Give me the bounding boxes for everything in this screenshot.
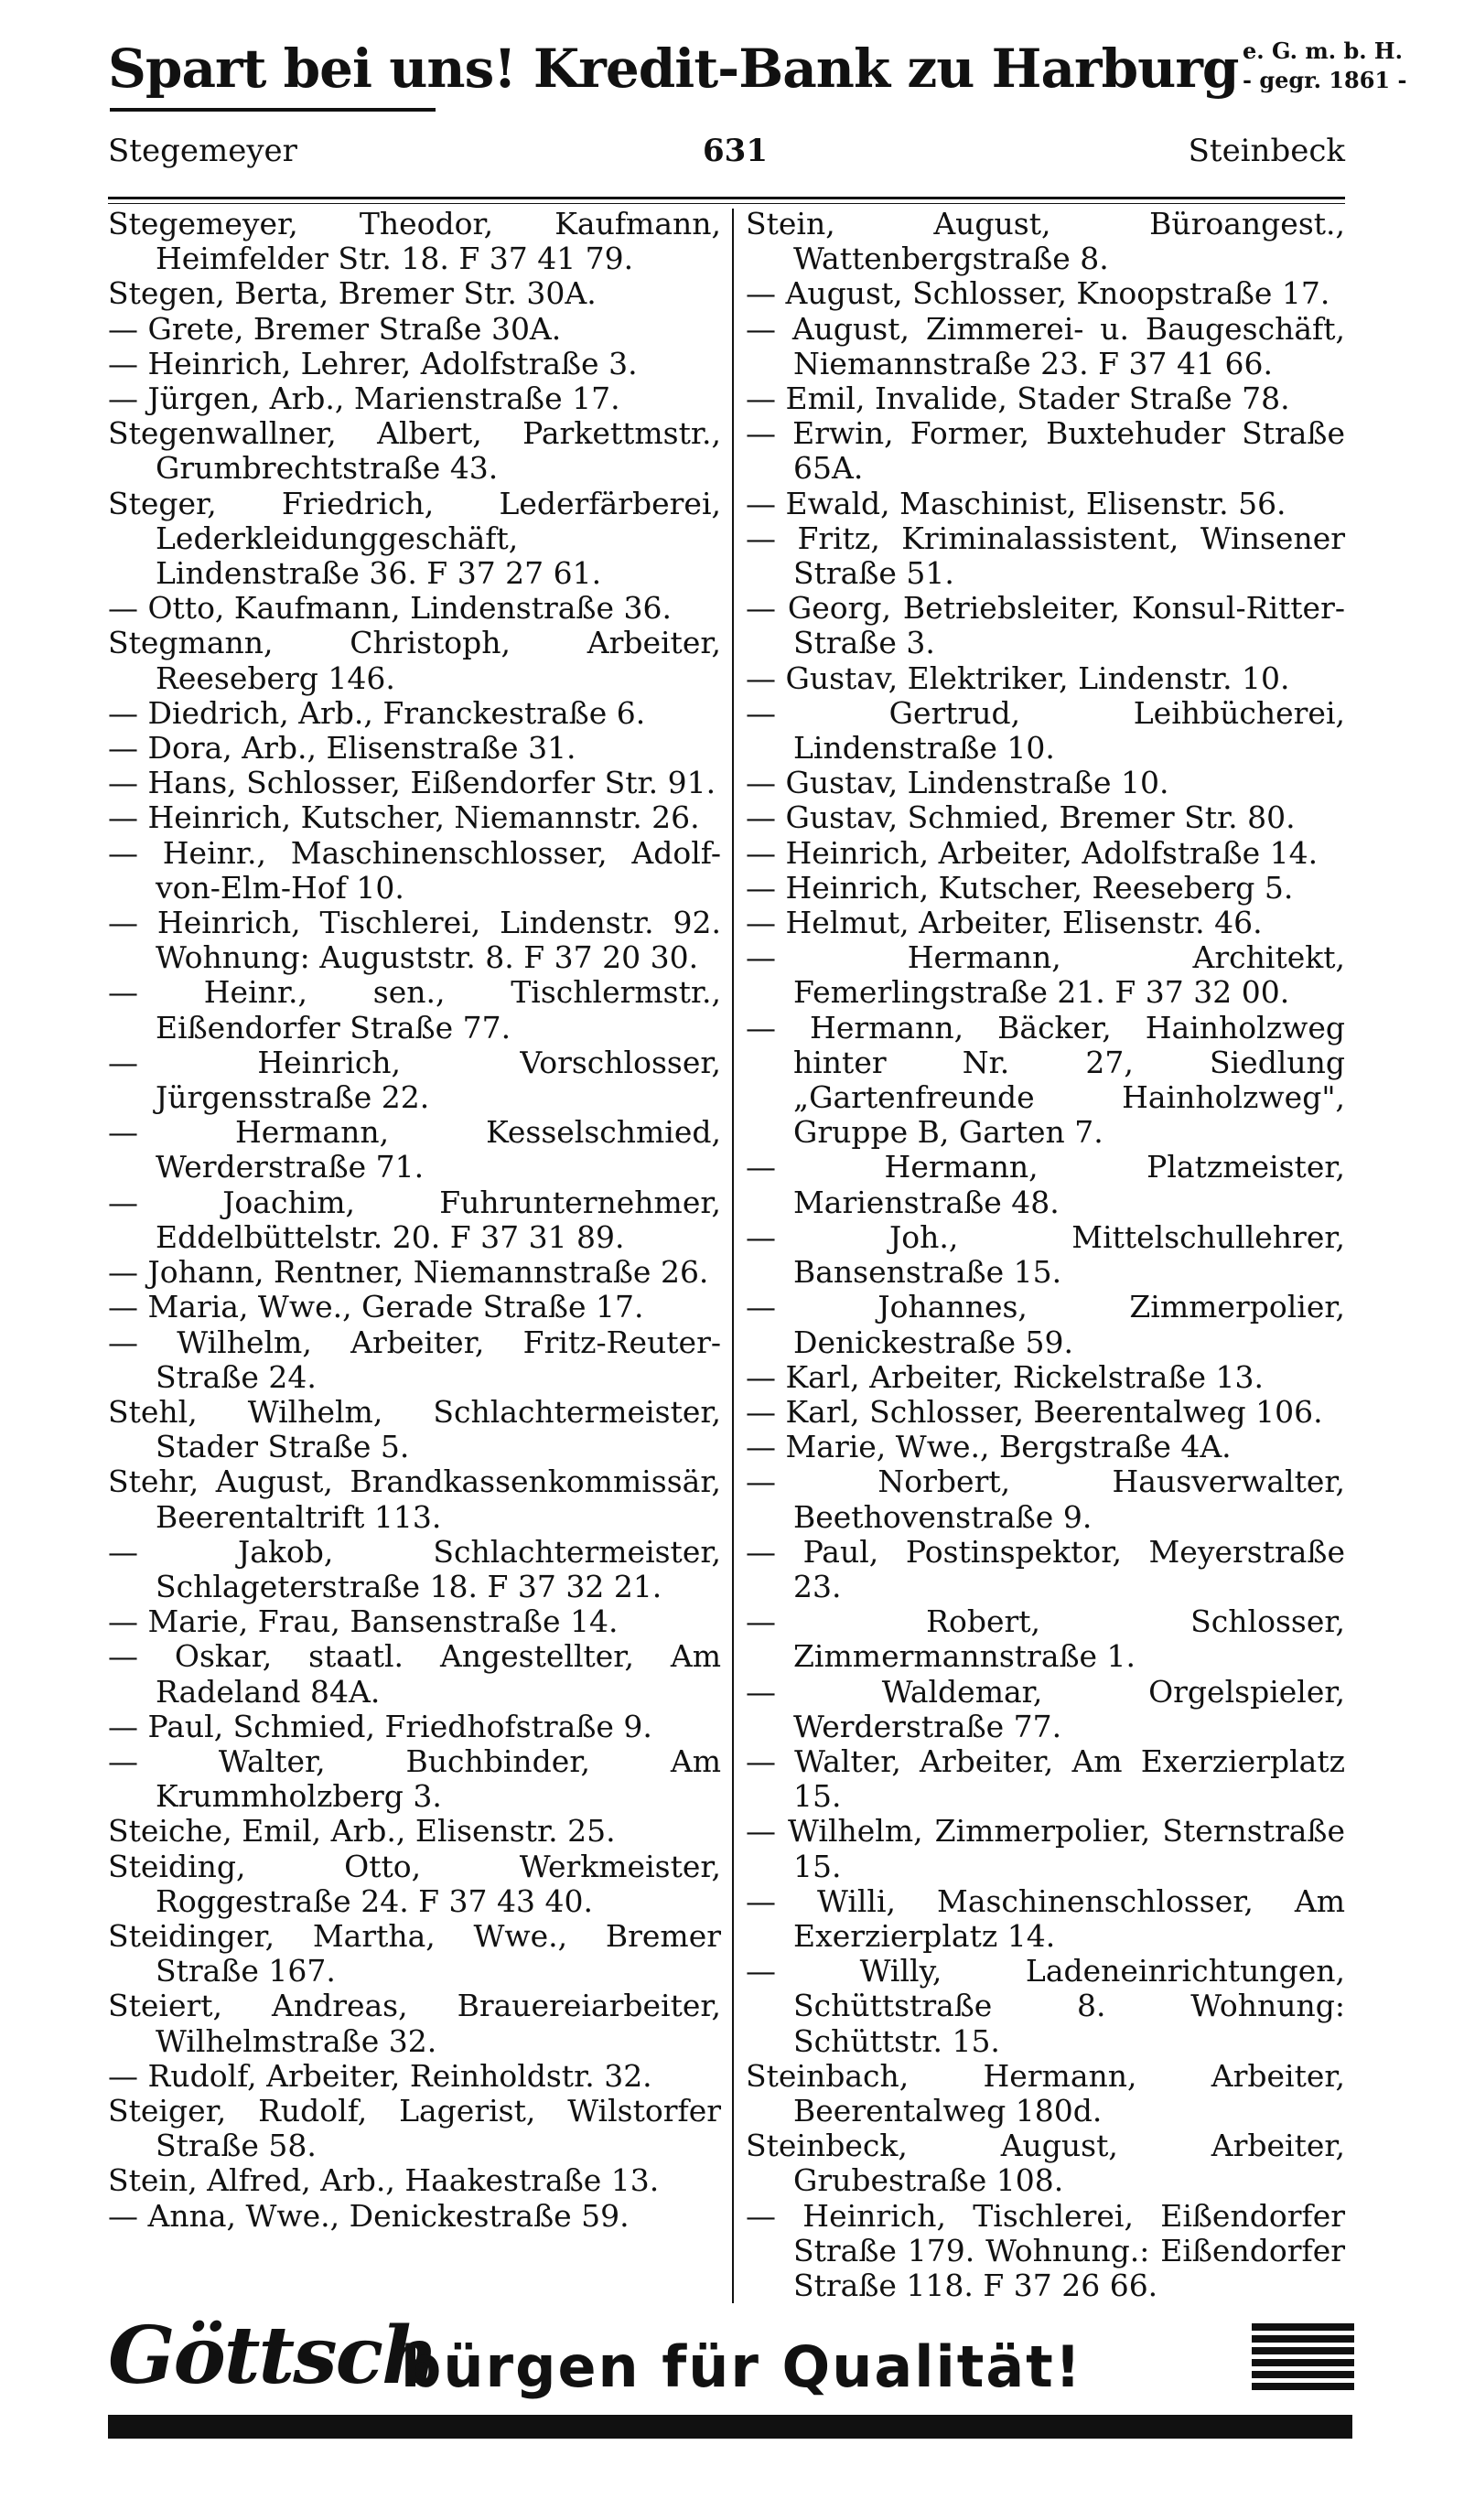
- directory-entry: — Johannes, Zimmerpolier, Denickestraße 59.: [746, 1289, 1345, 1360]
- directory-entry: Steger, Friedrich, Lederfärberei, Lederkleidunggeschäft, Lindenstraße 36. F 37 27 61.: [108, 485, 721, 592]
- directory-entry: — Heinrich, Arbeiter, Adolfstraße 14.: [746, 834, 1319, 871]
- ad-stripes-decoration: [1252, 2323, 1354, 2397]
- directory-entry: — Hermann, Platzmeister, Marienstraße 48.: [746, 1149, 1345, 1220]
- header-rule: [108, 197, 1345, 199]
- directory-entry: — Erwin, Former, Buxtehuder Straße 65A.: [746, 415, 1345, 487]
- top-advertisement: [108, 27, 1407, 114]
- directory-entry: — Hermann, Kesselschmied, Werderstraße 71.: [108, 1114, 721, 1185]
- directory-entry: — Heinrich, Kutscher, Reeseberg 5.: [746, 869, 1294, 906]
- directory-entry: — Hans, Schlosser, Eißendorfer Str. 91.: [108, 765, 716, 801]
- right-column: [746, 207, 1345, 2303]
- directory-entry: Stein, Alfred, Arb., Haakestraße 13.: [108, 2162, 660, 2199]
- directory-entry: — Paul, Schmied, Friedhofstraße 9.: [108, 1708, 652, 1744]
- page-number: 631: [703, 133, 768, 169]
- directory-entry: Steiger, Rudolf, Lagerist, Wilstorfer Straße 58.: [108, 2092, 721, 2164]
- directory-entry: Steiding, Otto, Werkmeister, Roggestraße 24. F 37 43 40.: [108, 1848, 721, 1919]
- directory-entry: Stegmann, Christoph, Arbeiter, Reeseberg 146.: [108, 625, 721, 696]
- directory-entry: — Walter, Buchbinder, Am Krummholzberg 3.: [108, 1743, 721, 1815]
- directory-entry: — Anna, Wwe., Denickestraße 59.: [108, 2197, 630, 2234]
- directory-entry: — Hermann, Bäcker, Hainholzweg hinter Nr. 27, Siedlung „Gartenfreunde Hainholzweg", Gruppe B, Garten 7.: [746, 1009, 1345, 1151]
- ad-tagline: bürgen für Qualität!: [401, 2333, 1083, 2400]
- directory-entry: Steinbeck, August, Arbeiter, Grubestraße 108.: [746, 2128, 1345, 2199]
- left-column: [108, 207, 721, 2234]
- running-header: [108, 133, 1345, 178]
- ad-brand-logo: Göttsch: [108, 2310, 437, 2402]
- directory-entry: — August, Schlosser, Knoopstraße 17.: [746, 275, 1330, 312]
- directory-entry: — August, Zimmerei- u. Baugeschäft, Niemannstraße 23. F 37 41 66.: [746, 310, 1345, 381]
- directory-entry: — Gustav, Schmied, Bremer Str. 80.: [746, 799, 1296, 836]
- directory-entry: — Jakob, Schlachtermeister, Schlageterstraße 18. F 37 32 21.: [108, 1533, 721, 1604]
- directory-entry: — Marie, Wwe., Bergstraße 4A.: [746, 1429, 1232, 1465]
- directory-entry: — Georg, Betriebsleiter, Konsul-Ritter-Straße 3.: [746, 590, 1345, 661]
- directory-entry: — Heinrich, Kutscher, Niemannstr. 26.: [108, 799, 700, 836]
- directory-entry: — Dora, Arb., Elisenstraße 31.: [108, 730, 576, 767]
- directory-entry: — Jürgen, Arb., Marienstraße 17.: [108, 381, 620, 417]
- ad-legal-form: [1243, 37, 1406, 95]
- directory-entry: — Oskar, staatl. Angestellter, Am Radeland 84A.: [108, 1638, 721, 1710]
- directory-entry: — Wilhelm, Arbeiter, Fritz-Reuter-Straße 24.: [108, 1324, 721, 1395]
- ad-slogan: Spart bei uns! Kredit-Bank zu Harburg: [108, 38, 1239, 100]
- directory-entry: Steiert, Andreas, Brauereiarbeiter, Wilhelmstraße 32.: [108, 1988, 721, 2059]
- directory-entry: — Helmut, Arbeiter, Elisenstr. 46.: [746, 905, 1263, 941]
- directory-entry: — Otto, Kaufmann, Lindenstraße 36.: [108, 590, 672, 627]
- directory-entry: Stegemeyer, Theodor, Kaufmann, Heimfelder Str. 18. F 37 41 79.: [108, 206, 721, 277]
- directory-entry: Steinbach, Hermann, Arbeiter, Beerentalweg 180d.: [746, 2057, 1345, 2129]
- directory-entry: — Marie, Frau, Bansenstraße 14.: [108, 1603, 619, 1640]
- ad-bottom-bar: [108, 2415, 1352, 2439]
- directory-entry: — Robert, Schlosser, Zimmermannstraße 1.: [746, 1603, 1345, 1675]
- directory-entry: — Gustav, Elektriker, Lindenstr. 10.: [746, 659, 1290, 696]
- header-last-entry: Steinbeck: [1188, 133, 1345, 169]
- directory-entry: Stegen, Berta, Bremer Str. 30A.: [108, 275, 597, 312]
- directory-entry: Steidinger, Martha, Wwe., Bremer Straße 167.: [108, 1917, 721, 1989]
- column-divider: [732, 209, 734, 2303]
- header-rule-thin: [108, 203, 1345, 204]
- ad-legal-line-1: e. G. m. b. H.: [1243, 38, 1403, 64]
- directory-entry: Steiche, Emil, Arb., Elisenstr. 25.: [108, 1813, 616, 1850]
- directory-entry: — Heinr., sen., Tischlermstr., Eißendorfer Straße 77.: [108, 974, 721, 1046]
- directory-entry: — Heinr., Maschinenschlosser, Adolf-von-Elm-Hof 10.: [108, 834, 721, 906]
- directory-entry: — Diedrich, Arb., Franckestraße 6.: [108, 694, 646, 731]
- ad-underline: [110, 108, 436, 112]
- directory-entry: — Heinrich, Vorschlosser, Jürgensstraße 22.: [108, 1044, 721, 1116]
- directory-entry: Stein, August, Büroangest., Wattenbergstraße 8.: [746, 206, 1345, 277]
- directory-entry: — Willy, Ladeneinrichtungen, Schüttstraße 8. Wohnung: Schüttstr. 15.: [746, 1953, 1345, 2059]
- directory-entry: — Willi, Maschinenschlosser, Am Exerzierplatz 14.: [746, 1882, 1345, 1954]
- directory-entry: — Waldemar, Orgelspieler, Werderstraße 77.: [746, 1673, 1345, 1744]
- directory-entry: Stegenwallner, Albert, Parkettmstr., Grumbrechtstraße 43.: [108, 415, 721, 487]
- directory-entry: — Gustav, Lindenstraße 10.: [746, 765, 1169, 801]
- directory-entry: — Wilhelm, Zimmerpolier, Sternstraße 15.: [746, 1813, 1345, 1884]
- directory-entry: — Emil, Invalide, Stader Straße 78.: [746, 381, 1290, 417]
- directory-entry: — Paul, Postinspektor, Meyerstraße 23.: [746, 1533, 1345, 1604]
- directory-entry: — Heinrich, Tischlerei, Lindenstr. 92. Wohnung: Auguststr. 8. F 37 20 30.: [108, 905, 721, 976]
- directory-entry: — Heinrich, Lehrer, Adolfstraße 3.: [108, 345, 638, 381]
- directory-entry: — Gertrud, Leihbücherei, Lindenstraße 10.: [746, 694, 1345, 767]
- directory-entry: — Joh., Mittelschullehrer, Bansenstraße 15.: [746, 1218, 1345, 1291]
- directory-entry: — Heinrich, Tischlerei, Eißendorfer Straße 179. Wohnung.: Eißendorfer Straße 118. F 37 26 66.: [746, 2197, 1345, 2303]
- directory-entry: Stehl, Wilhelm, Schlachtermeister, Stader Straße 5.: [108, 1393, 721, 1465]
- directory-entry: — Maria, Wwe., Gerade Straße 17.: [108, 1289, 644, 1325]
- directory-entry: — Norbert, Hausverwalter, Beethovenstraße 9.: [746, 1464, 1345, 1535]
- directory-entry: — Joachim, Fuhrunternehmer, Eddelbüttelstr. 20. F 37 31 89.: [108, 1184, 721, 1255]
- directory-entry: — Ewald, Maschinist, Elisenstr. 56.: [746, 485, 1286, 521]
- directory-entry: — Grete, Bremer Straße 30A.: [108, 310, 562, 347]
- directory-entry: — Rudolf, Arbeiter, Reinholdstr. 32.: [108, 2057, 652, 2094]
- header-first-entry: Stegemeyer: [108, 133, 297, 169]
- ad-legal-line-2: - gegr. 1861 -: [1243, 67, 1407, 93]
- directory-entry: — Karl, Schlosser, Beerentalweg 106.: [746, 1393, 1323, 1430]
- directory-entry: Stehr, August, Brandkassenkommissär, Beerentaltrift 113.: [108, 1464, 721, 1535]
- bottom-advertisement: [108, 2300, 1352, 2483]
- directory-entry: — Walter, Arbeiter, Am Exerzierplatz 15.: [746, 1743, 1345, 1815]
- directory-entry: — Hermann, Architekt, Femerlingstraße 21. F 37 32 00.: [746, 939, 1345, 1011]
- directory-entry: — Johann, Rentner, Niemannstraße 26.: [108, 1254, 709, 1291]
- directory-entry: — Fritz, Kriminalassistent, Winsener Straße 51.: [746, 520, 1345, 592]
- directory-entry: — Karl, Arbeiter, Rickelstraße 13.: [746, 1358, 1265, 1395]
